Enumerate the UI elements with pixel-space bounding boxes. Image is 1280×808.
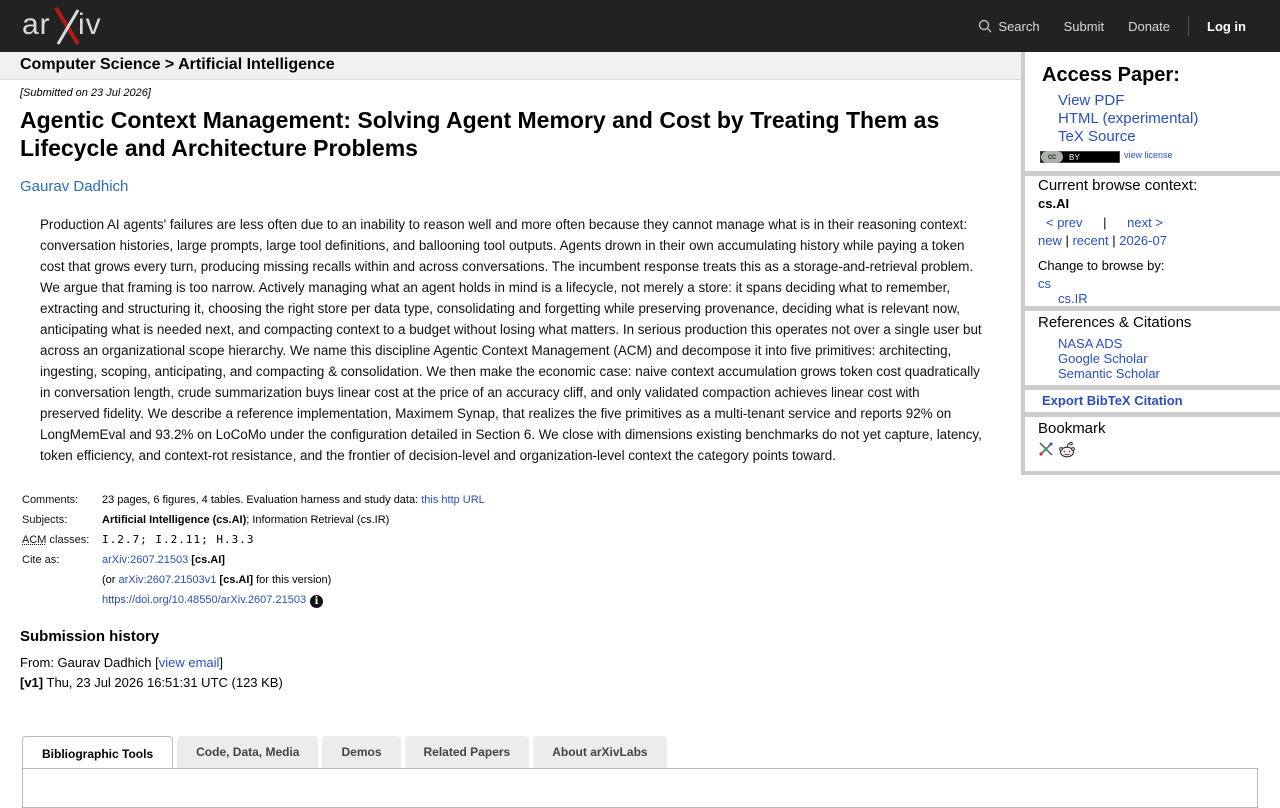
acm-classes: I.2.7; I.2.11; H.3.3	[102, 533, 255, 546]
doi-row	[20, 592, 487, 612]
author-link[interactable]: Gaurav Dadhich	[20, 178, 129, 195]
references-heading: References & Citations	[1038, 314, 1192, 331]
cite-id-link[interactable]: arXiv:2607.21503	[102, 554, 189, 566]
comments-text: 23 pages, 6 figures, 4 tables. Evaluation harness and study data:	[102, 494, 422, 506]
access-paper-box	[1025, 52, 1280, 171]
google-scholar-link[interactable]: Google Scholar	[1058, 351, 1148, 366]
top-nav-links	[966, 0, 1280, 52]
access-paper-heading: Access Paper:	[1042, 64, 1180, 86]
search-icon	[978, 19, 992, 33]
primary-subject: Artificial Intelligence (cs.AI)	[102, 514, 247, 526]
browse-cs-row	[1038, 276, 1280, 291]
nav-pipe: |	[1103, 215, 1107, 230]
nav-divider	[1188, 16, 1189, 36]
html-link[interactable]: HTML (experimental)	[1058, 110, 1199, 127]
bookmark-box	[1025, 417, 1280, 471]
top-navigation-bar	[0, 0, 1280, 52]
paper-title: Agentic Context Management: Solving Agent Memory and Cost by Treating Them as Lifecycle and Architecture Problems	[20, 107, 940, 161]
references-box	[1025, 311, 1280, 385]
tab-bibliographic-tools[interactable]: Bibliographic Tools	[22, 736, 173, 769]
authors	[20, 178, 1000, 195]
paper-main	[20, 80, 1000, 693]
login-link[interactable]: Log in	[1207, 18, 1246, 34]
labs-tabs	[22, 736, 667, 769]
semantic-scholar-link[interactable]: Semantic Scholar	[1058, 366, 1160, 381]
month-link[interactable]: 2026-07	[1119, 233, 1167, 248]
browse-context-value: cs.AI	[1038, 196, 1070, 211]
version-row	[20, 572, 487, 592]
info-icon[interactable]: i	[310, 595, 323, 608]
tab-about-arxivlabs[interactable]: About arXivLabs	[533, 736, 666, 768]
submitter-suffix: ]	[219, 655, 224, 670]
references-list	[1058, 336, 1280, 381]
submit-link[interactable]: Submit	[1063, 18, 1105, 34]
cc-by-license-icon[interactable]: cc BY	[1040, 151, 1120, 163]
tex-source-link[interactable]: TeX Source	[1058, 128, 1136, 145]
comments-url-link[interactable]: this http URL	[421, 494, 485, 506]
export-box	[1025, 390, 1280, 412]
cite-row	[20, 552, 487, 572]
list-links: new | recent | 2026-07	[1038, 233, 1167, 248]
cite-category: [cs.AI]	[188, 554, 225, 566]
browse-context-heading: Current browse context:	[1038, 177, 1198, 194]
metadata-table	[20, 492, 1000, 612]
browse-context-box	[1025, 176, 1280, 306]
view-pdf-link[interactable]: View PDF	[1058, 92, 1125, 109]
acm-abbr: ACM	[22, 534, 47, 546]
export-bibtex-link[interactable]: Export BibTeX Citation	[1042, 393, 1183, 408]
doi-link[interactable]: https://doi.org/10.48550/arXiv.2607.21503	[102, 594, 307, 606]
license-badge-text: BY	[1069, 152, 1080, 162]
submission-history	[20, 628, 1000, 693]
acm-row	[20, 532, 487, 552]
comments-row	[20, 492, 487, 512]
nasa-ads-link[interactable]: NASA ADS	[1058, 336, 1123, 351]
recent-link[interactable]: recent	[1072, 233, 1109, 248]
search-button[interactable]	[966, 19, 1051, 34]
breadcrumb: Computer Science > Artificial Intelligence	[0, 52, 1021, 80]
tab-demos[interactable]: Demos	[322, 736, 400, 768]
arxiv-logo[interactable]	[22, 6, 114, 46]
svg-text:ar: ar	[22, 8, 51, 41]
submitter-line	[20, 653, 1000, 673]
prev-next-nav	[1046, 215, 1280, 230]
bookmark-icons	[1038, 441, 1280, 459]
version-category: [cs.AI]	[216, 574, 254, 586]
tab-panel	[22, 768, 1258, 808]
reddit-icon[interactable]	[1058, 441, 1076, 459]
tab-related-papers[interactable]: Related Papers	[405, 736, 530, 768]
version-entry	[20, 673, 1000, 693]
submission-history-heading: Submission history	[20, 628, 160, 645]
prev-link[interactable]: < prev	[1046, 215, 1083, 230]
svg-text:iv: iv	[78, 8, 102, 41]
subjects-row	[20, 512, 487, 532]
new-link[interactable]: new	[1038, 233, 1062, 248]
search-label: Search	[998, 18, 1040, 34]
donate-link[interactable]: Donate	[1128, 18, 1170, 34]
view-license-link[interactable]: view license	[1124, 149, 1173, 160]
version-suffix: for this version)	[253, 574, 332, 586]
submitted-date: [Submitted on 23 Jul 2026]	[20, 87, 151, 99]
secondary-subjects: ; Information Retrieval (cs.IR)	[246, 514, 390, 526]
version-prefix: (or	[102, 574, 119, 586]
view-email-link[interactable]: view email	[158, 655, 220, 670]
version-date: Thu, 23 Jul 2026 16:51:31 UTC (123 KB)	[43, 675, 283, 690]
change-browse-heading: Change to browse by:	[1038, 258, 1165, 273]
next-link[interactable]: next >	[1127, 215, 1163, 230]
bookmark-heading: Bookmark	[1038, 420, 1106, 437]
tab-code-data-media[interactable]: Code, Data, Media	[177, 736, 318, 768]
comments-label: Comments:	[22, 494, 79, 506]
version-tag: [v1]	[20, 675, 44, 690]
version-id-link[interactable]: arXiv:2607.21503v1	[118, 574, 217, 586]
subjects-label: Subjects:	[22, 514, 68, 526]
acm-label: classes:	[46, 534, 90, 546]
sidebar	[1021, 52, 1280, 475]
cite-label: Cite as:	[22, 554, 60, 566]
license-row	[1040, 146, 1280, 164]
browse-cs-link[interactable]: cs	[1038, 276, 1051, 291]
abstract: Production AI agents' failures are less often due to an inability to reason well and more often because they cannot manage what is in their reasoning context: conversation histories, large prompts, large tool definitions, and ballooning tool outputs. Agents drown in their own accumulating history while paying a token cost that grows every turn, producing missing recalls within and across conversations. The incumbent response treats this as a storage-and-retrieval problem. We argue that framing is too narrow. Actively managing what an agent holds in mind is a lifecycle, not merely a store: it spans deciding what to remember, extracting and structuring it, choosing the right store per data type, consolidating and forgetting while preserving provenance, deciding what is relevant now, anticipating what is needed next, and compacting context to a budget without losing what matters. In serious production this operates not over a single user but across an organizational scope hierarchy. We name this discipline Agentic Context Management (ACM) and decompose it into five primitives: architecting, ingesting, scoping, anticipating, and compacting & consolidation. We then make the economic case: naive context accumulation grows token cost quadratically in conversation length, crude summarization buys linear cost at the price of an accuracy cliff, and only validated compaction achieves linear cost with preserved fidelity. We describe a reference implementation, Maximem Synap, that realizes the five primitives as a multi-tenant service and reports 92% on LongMemEval and 93.2% on LoCoMo under the configuration detailed in Section 6. We close with dimensions existing benchmarks do not yet capture, latency, token efficiency, and context-rot resistance, and the frontier of decision-level and organization-level context the category points toward.	[40, 217, 982, 463]
bibsonomy-icon[interactable]	[1038, 441, 1054, 457]
submitter-prefix: From: Gaurav Dadhich [	[20, 655, 159, 670]
access-links	[1058, 92, 1280, 146]
browse-csir-link[interactable]: cs.IR	[1058, 291, 1088, 306]
browse-csir-row	[1058, 291, 1280, 306]
